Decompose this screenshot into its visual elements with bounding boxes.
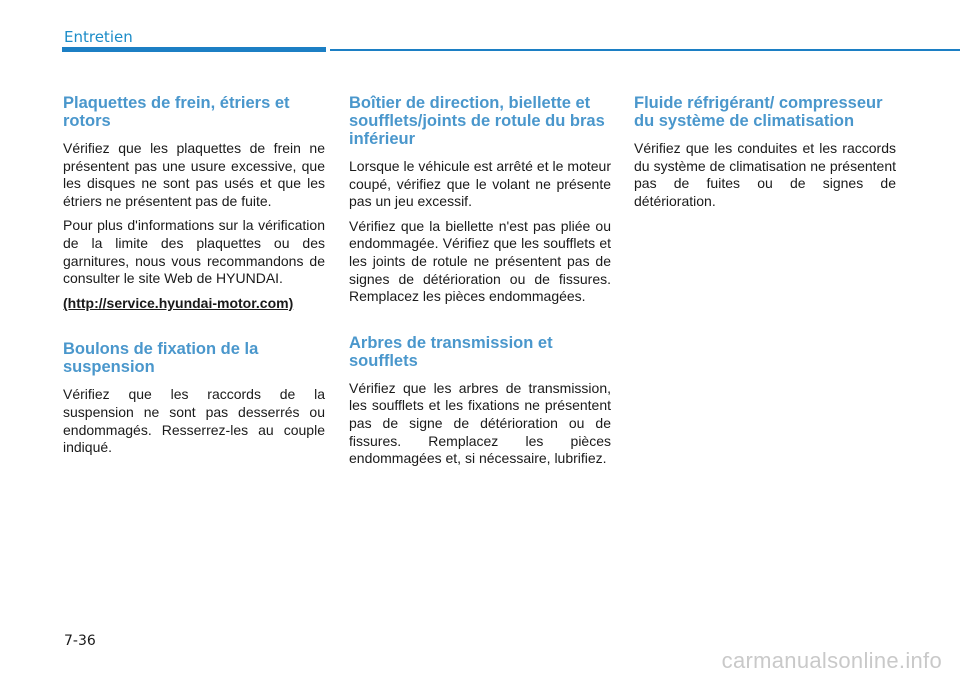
paragraph: Vérifiez que les arbres de transmission, les soufflets et les fixations ne présentent pas de signe de détérioration ou de fissures. Remplacez les pièces endommagées et, si nécessaire, lubrifiez. (349, 379, 611, 467)
paragraph: Vérifiez que les plaquettes de frein ne présentent pas une usure excessive, que les disques ne sont pas usés et que les étriers ne présentent pas de fuite. (63, 140, 325, 209)
header-rule-thick (62, 47, 326, 52)
hyundai-service-link[interactable]: (http://service.hyundai-motor.com) (63, 294, 294, 311)
section-heading-air-conditioning: Fluide réfrigérant/ compresseur du système de climatisation (634, 94, 883, 130)
header-rule-thin (330, 49, 960, 51)
page-number: 7-36 (64, 633, 96, 649)
paragraph: Lorsque le véhicule est arrêté et le moteur coupé, vérifiez que le volant ne présente pas un jeu excessif. (349, 158, 611, 210)
paragraph: Vérifiez que la biellette n'est pas pliée ou endommagée. Vérifiez que les soufflets et les joints de rotule ne présentent pas de signes de détérioration ou de fissures. Remplacez les pièces endommagées. (349, 217, 611, 305)
column-2 (349, 94, 611, 475)
section-heading-drive-shafts: Arbres de transmission et soufflets (349, 333, 553, 370)
paragraph: Vérifiez que les conduites et les raccords du système de climatisation ne présentent pas de fuites ou de signes de détérioration. (634, 140, 896, 209)
section-heading-steering: Boîtier de direction, biellette et soufflets/joints de rotule du bras inférieur (349, 94, 605, 148)
column-3 (634, 94, 896, 217)
section-heading-brakes: Plaquettes de frein, étriers et rotors (63, 94, 290, 130)
header-title: Entretien (64, 28, 133, 46)
section-heading-suspension-bolts: Boulons de fixation de la suspension (63, 340, 259, 377)
watermark: carmanualsonline.info (721, 648, 942, 673)
paragraph: Vérifiez que les raccords de la suspension ne sont pas desserrés ou endommagés. Resserrez-les au couple indiqué. (63, 386, 325, 456)
column-1 (63, 94, 325, 464)
paragraph: Pour plus d'informations sur la vérification de la limite des plaquettes ou des garnitures, nous vous recommandons de consulter le site Web de HYUNDAI. (63, 217, 325, 287)
